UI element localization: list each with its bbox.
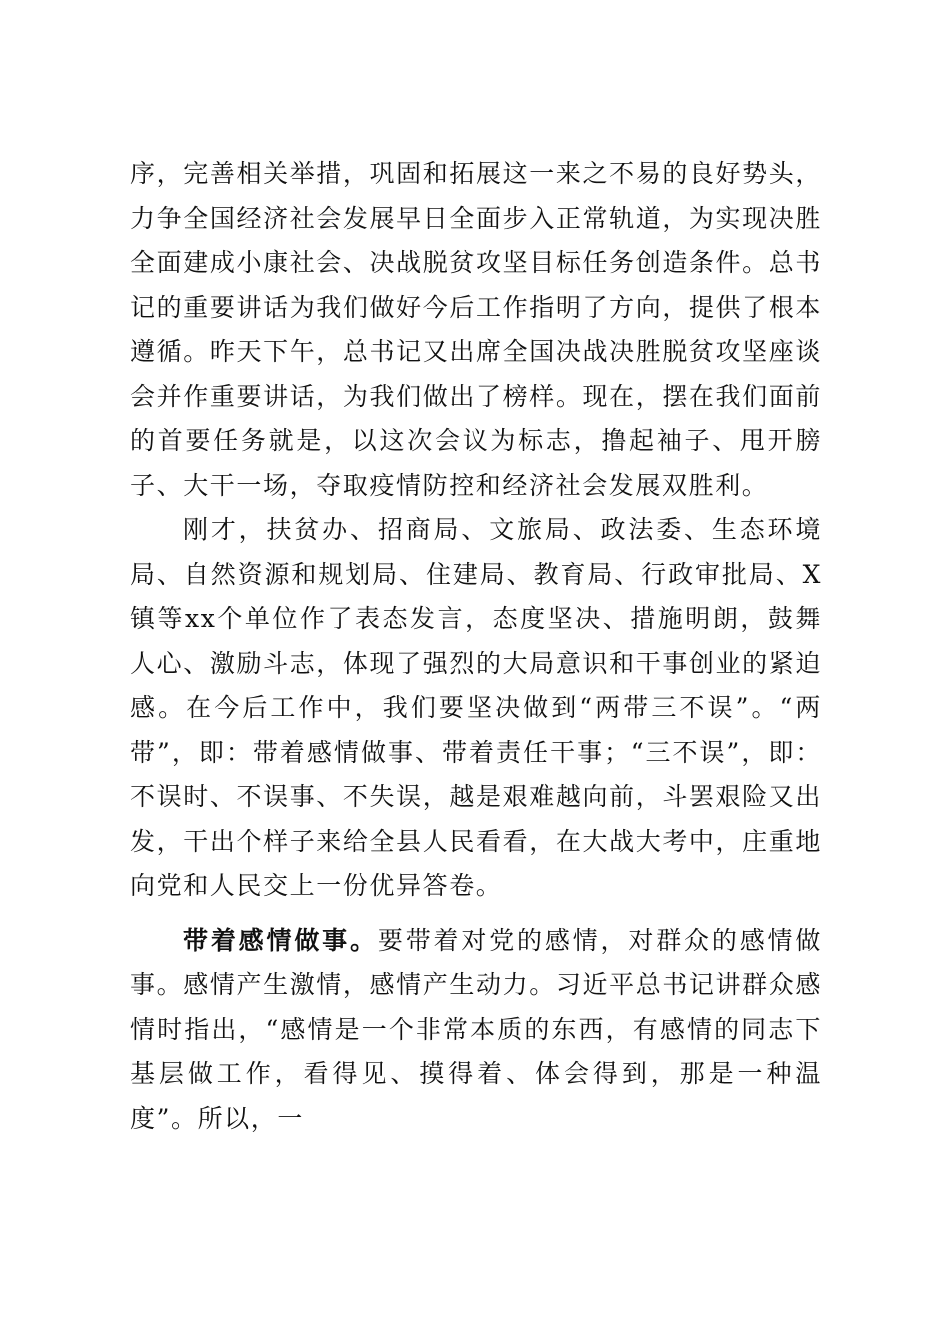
paragraph-speeches-summary: 刚才，扶贫办、招商局、文旅局、政法委、生态环境局、自然资源和规划局、住建局、教育局、行政审批局、X镇等xx个单位作了表态发言，态度坚决、措施明朗，鼓舞人心、激励斗志，体现了强烈的大局意识和干事创业的紧迫感。在今后工作中，我们要坚决做到“两带三不误”。“两带”，即：带着感情做事、带着责任干事；“三不误”，即：不误时、不误事、不失误，越是艰难越向前，斗罢艰险又出发，干出个样子来给全县人民看看，在大战大考中，庄重地向党和人民交上一份优异答卷。 <box>130 515 822 900</box>
document-page <box>130 152 822 1141</box>
paragraph-continuation: 序，完善相关举措，巩固和拓展这一来之不易的良好势头，力争全国经济社会发展早日全面步入正常轨道，为实现决胜全面建成小康社会、决战脱贫攻坚目标任务创造条件。总书记的重要讲话为我们做好今后工作指明了方向，提供了根本遵循。昨天下午，总书记又出席全国决战决胜脱贫攻坚座谈会并作重要讲话，为我们做出了榜样。现在，摆在我们面前的首要任务就是，以这次会议为标志，撸起袖子、甩开膀子、大干一场，夺取疫情防控和经济社会发展双胜利。 <box>130 159 822 500</box>
section-heading: 带着感情做事。 <box>183 925 378 955</box>
section-body: 要带着对党的感情，对群众的感情做事。感情产生激情，感情产生动力。习近平总书记讲群众感情时指出，“感情是一个非常本质的东西，有感情的同志下基层做工作，看得见、摸得着、体会得到，那是一种温度”。所以，一 <box>130 925 822 1133</box>
paragraph-emotion-section <box>130 919 822 1142</box>
